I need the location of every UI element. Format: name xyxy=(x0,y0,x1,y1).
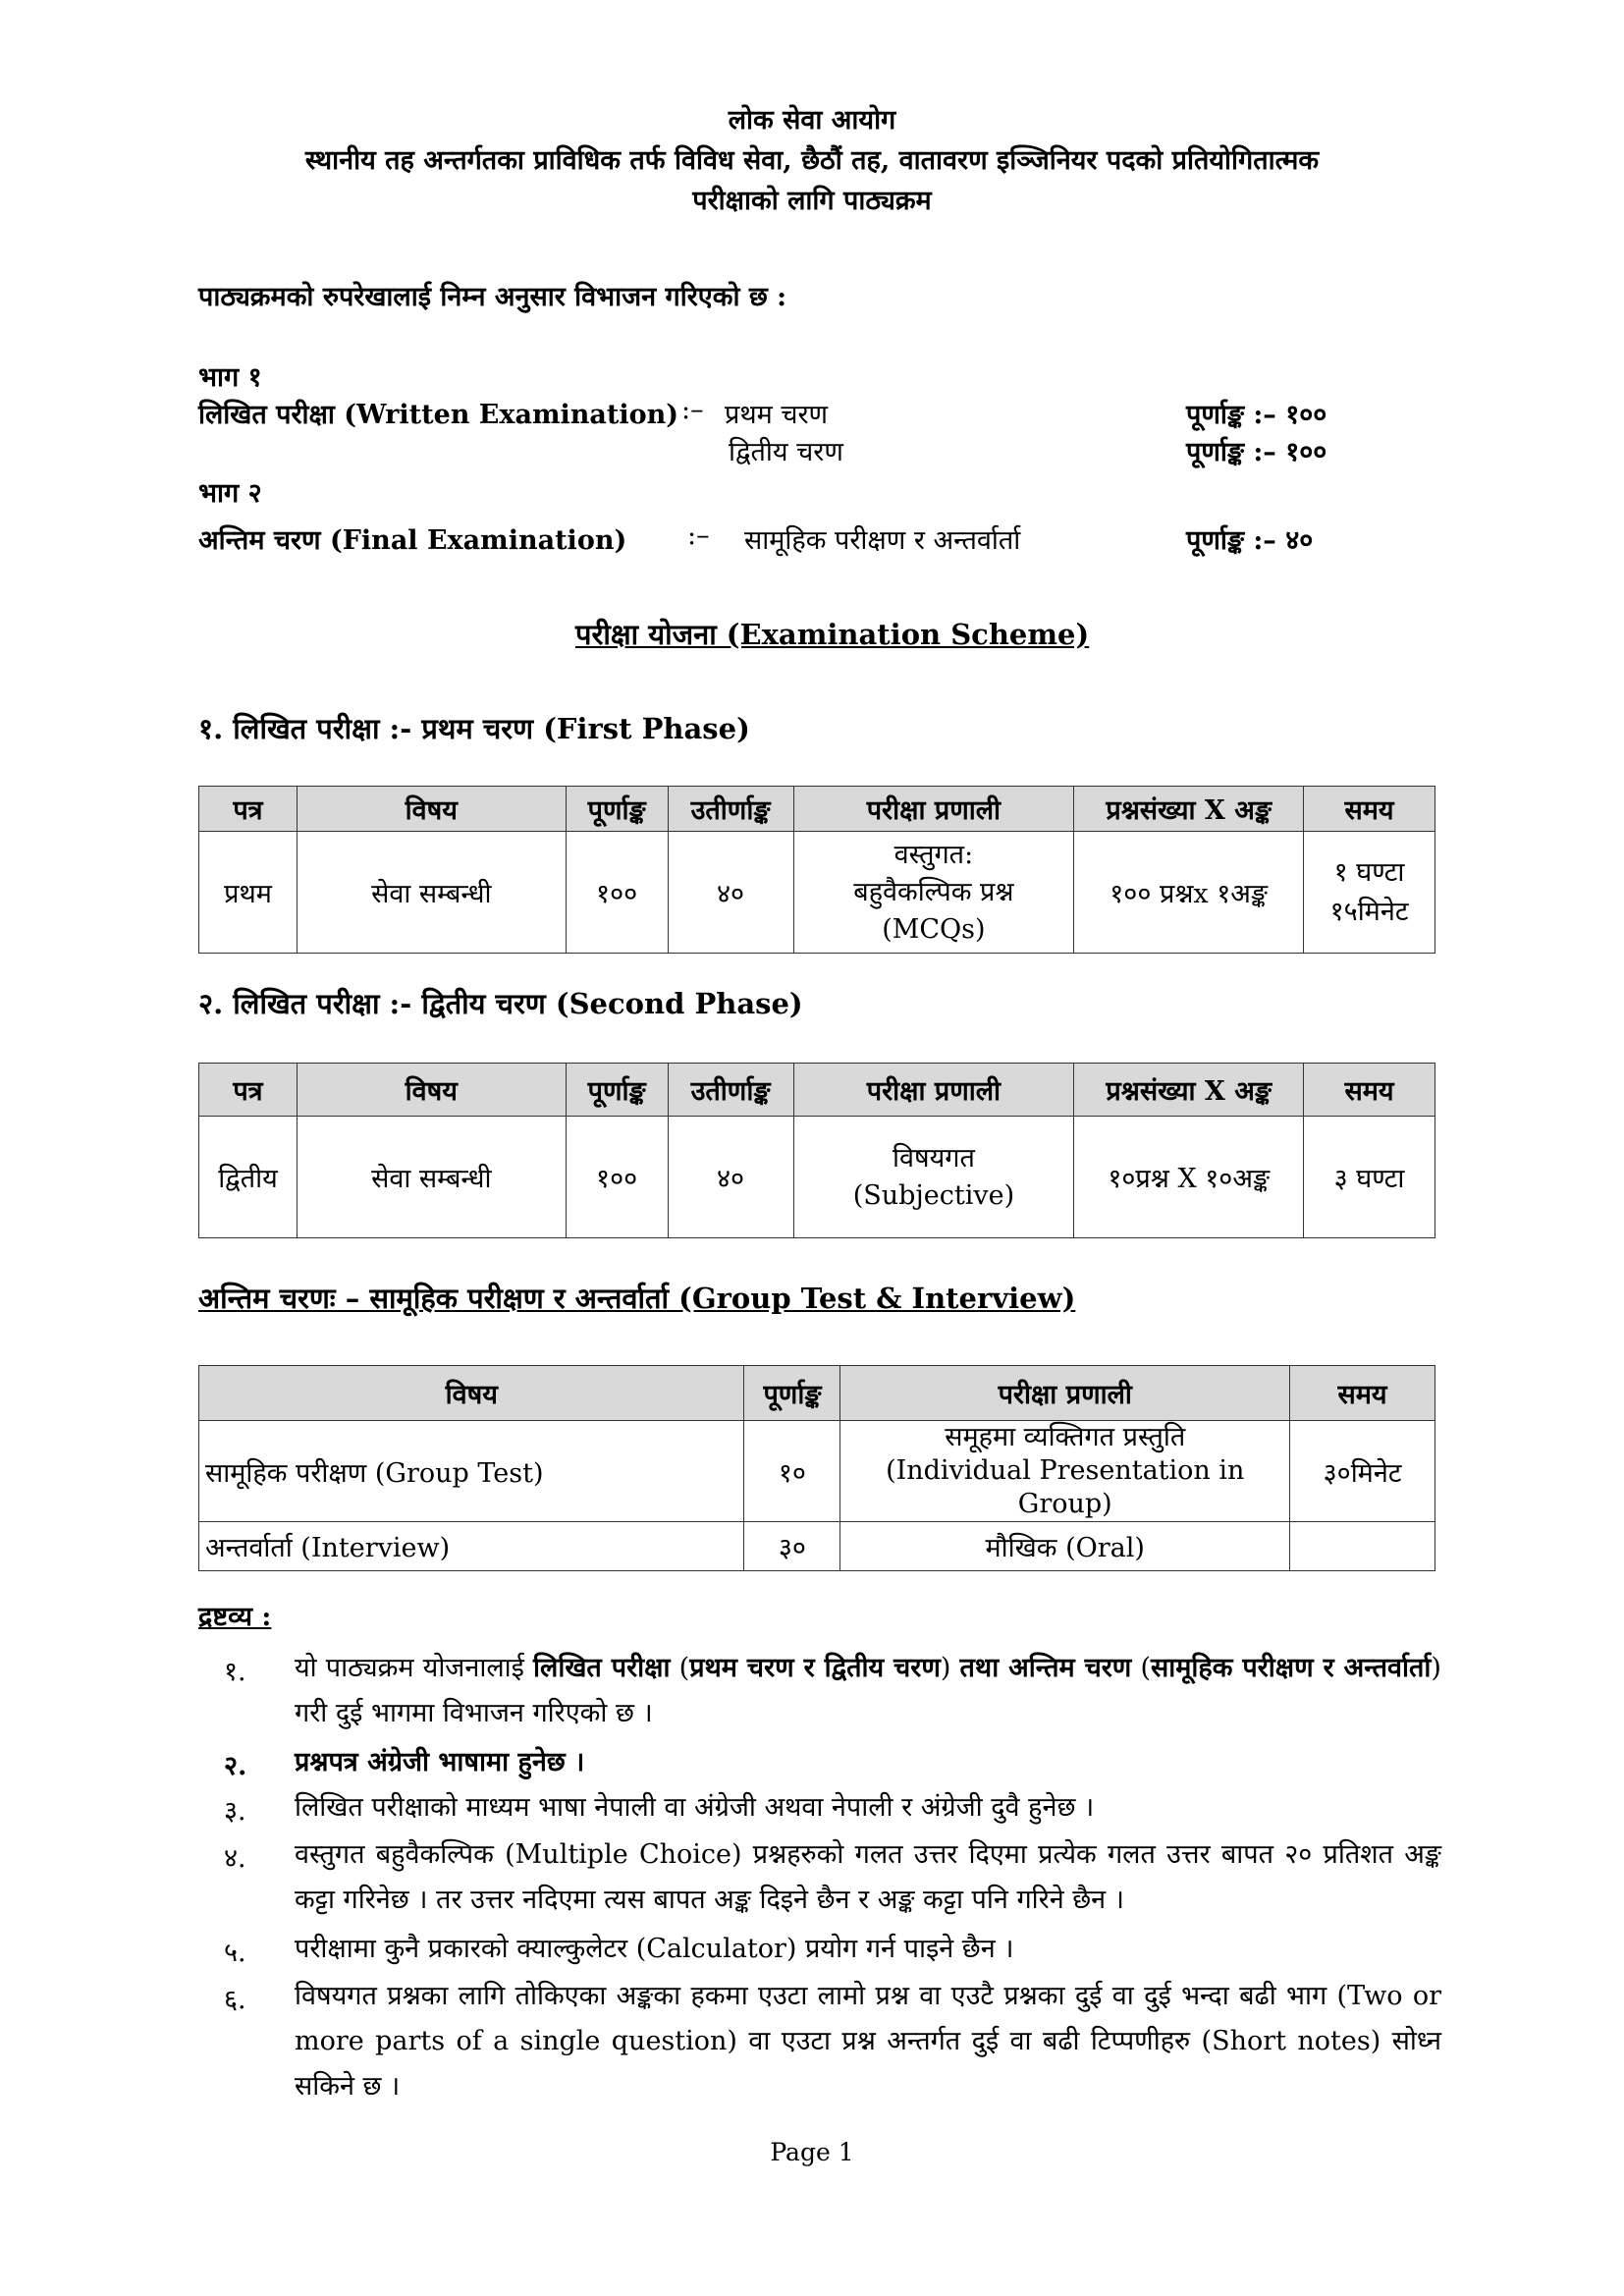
notes-title: द्रष्टव्य : xyxy=(198,1602,272,1632)
exam-system-line: (Subjective) xyxy=(852,1179,1015,1211)
col-header: परीक्षा प्रणाली xyxy=(840,1366,1290,1421)
cell-exam-system xyxy=(793,832,1074,954)
table-row xyxy=(199,1421,1435,1522)
part1-phase2: द्वितीय चरण xyxy=(729,437,843,467)
cell-subject: सेवा सम्बन्धी xyxy=(297,832,566,954)
exam-system-line: समूहमा व्यक्तिगत प्रस्तुति xyxy=(945,1422,1186,1452)
col-header: पूर्णाङ्क xyxy=(566,787,668,832)
cell-paper: द्वितीय xyxy=(199,1117,298,1238)
table-header-row xyxy=(199,1064,1435,1117)
col-header: समय xyxy=(1304,787,1435,832)
note-item xyxy=(295,1646,1441,1736)
cell-exam-system xyxy=(840,1421,1290,1522)
cell-time: ३ घण्टा xyxy=(1304,1117,1435,1238)
table-row xyxy=(199,1117,1435,1238)
part1-marks2: पूर्णाङ्क :– १०० xyxy=(1186,437,1327,467)
note-number: ६. xyxy=(224,1985,246,2015)
col-header: समय xyxy=(1290,1366,1435,1421)
col-header: समय xyxy=(1304,1064,1435,1117)
col-header: विषय xyxy=(297,787,566,832)
note-item: विषयगत प्रश्नका लागि तोकिएका अङ्कका हकमा एउटा लामो प्रश्न वा एउटै प्रश्नका दुई वा दुई भन्दा बढी भाग (Two or more parts of a single question) वा एउटा प्रश्न अन्तर्गत दुई वा बढी टिप्पणीहरु (Short notes) सोध्न सकिने छ । xyxy=(295,1981,1441,2102)
first-phase-heading: १. लिखित परीक्षा :- प्रथम चरण (First Phase) xyxy=(198,712,750,745)
note-number: २. xyxy=(224,1751,247,1781)
intro-text: पाठ्यक्रमको रुपरेखालाई निम्न अनुसार विभाजन गरिएको छ : xyxy=(198,282,787,312)
note-item: वस्तुगत बहुवैकल्पिक (Multiple Choice) प्रश्नहरुको गलत उत्तर दिएमा प्रत्येक गलत उत्तर बापत २० प्रतिशत अङ्क कट्टा गरिनेछ । तर उत्तर नदिएमा त्यस बापत अङ्क दिइने छैन र अङ्क कट्टा पनि गरिने छैन । xyxy=(295,1839,1441,1915)
exam-system-line: (MCQs) xyxy=(882,913,986,945)
second-phase-heading: २. लिखित परीक्षा :- द्वितीय चरण (Second Phase) xyxy=(198,987,803,1020)
table-row xyxy=(199,832,1435,954)
doc-title: स्थानीय तह अन्तर्गतका प्राविधिक तर्फ विविध सेवा, छैठौं तह, वातावरण इञ्जिनियर पदको प्रतियोगितात्मक xyxy=(304,145,1320,176)
part2-label: भाग २ xyxy=(198,478,262,509)
note-text: ) गरी दुई भागमा विभाजन गरिएको छ । xyxy=(295,1653,1441,1728)
first-phase-table xyxy=(198,786,1435,954)
final-table xyxy=(198,1365,1435,1571)
part1-marks1: पूर्णाङ्क :– १०० xyxy=(1186,400,1327,430)
cell-questions: १०प्रश्न X १०अङ्क xyxy=(1074,1117,1304,1238)
note-text: ( xyxy=(1131,1653,1151,1683)
part1-sep: :– xyxy=(681,395,704,425)
cell-time xyxy=(1304,832,1435,954)
cell-full-marks: १० xyxy=(744,1421,840,1522)
col-header: उतीर्णाङ्क xyxy=(668,787,793,832)
note-text: ) xyxy=(940,1653,960,1683)
note-bold: सामूहिक परीक्षण र अन्तर्वार्ता xyxy=(1151,1653,1432,1683)
note-item: परीक्षामा कुनै प्रकारको क्याल्कुलेटर (Calculator) प्रयोग गर्न पाइने छैन । xyxy=(295,1934,1014,1964)
cell-subject: अन्तर्वार्ता (Interview) xyxy=(199,1522,744,1571)
cell-questions: १०० प्रश्नx १अङ्क xyxy=(1074,832,1304,954)
exam-system-line: बहुवैकल्पिक प्रश्न xyxy=(853,876,1014,907)
col-header: विषय xyxy=(297,1064,566,1117)
note-text: यो पाठ्यक्रम योजनालाई xyxy=(295,1653,534,1683)
col-header: परीक्षा प्रणाली xyxy=(793,787,1074,832)
exam-system-line: विषयगत xyxy=(892,1142,975,1174)
note-number: ३. xyxy=(224,1796,246,1827)
cell-paper: प्रथम xyxy=(199,832,298,954)
part1-title: लिखित परीक्षा (Written Examination) xyxy=(198,400,679,430)
page-number: Page 1 xyxy=(770,2138,854,2166)
part1-phase1: प्रथम चरण xyxy=(725,400,829,430)
cell-exam-system: मौखिक (Oral) xyxy=(840,1522,1290,1571)
col-header: पत्र xyxy=(199,1064,298,1117)
note-number: ४. xyxy=(224,1843,246,1874)
cell-time xyxy=(1290,1522,1435,1571)
cell-subject: सामूहिक परीक्षण (Group Test) xyxy=(199,1421,744,1522)
time-line: १५मिनेट xyxy=(1329,896,1409,927)
cell-subject: सेवा सम्बन्धी xyxy=(297,1117,566,1238)
cell-full-marks: १०० xyxy=(566,1117,668,1238)
cell-exam-system xyxy=(793,1117,1074,1238)
col-header: उतीर्णाङ्क xyxy=(668,1064,793,1117)
table-header-row xyxy=(199,1366,1435,1421)
cell-full-marks: १०० xyxy=(566,832,668,954)
note-number: १. xyxy=(224,1657,246,1687)
part2-phase: सामूहिक परीक्षण र अन्तर्वार्ता xyxy=(744,525,1021,556)
exam-system-line: (Individual Presentation in Group) xyxy=(886,1455,1245,1519)
time-line: १ घण्टा xyxy=(1333,856,1405,888)
cell-pass-marks: ४० xyxy=(668,832,793,954)
col-header: प्रश्नसंख्या X अङ्क xyxy=(1074,787,1304,832)
exam-system-line: वस्तुगत: xyxy=(893,839,974,870)
part2-marks: पूर्णाङ्क :– ४० xyxy=(1186,525,1314,556)
part2-title: अन्तिम चरण (Final Examination) xyxy=(198,525,627,556)
cell-pass-marks: ४० xyxy=(668,1117,793,1238)
note-item: लिखित परीक्षाको माध्यम भाषा नेपाली वा अंग्रेजी अथवा नेपाली र अंग्रेजी दुवै हुनेछ । xyxy=(295,1792,1095,1823)
note-number: ५. xyxy=(224,1938,246,1968)
final-heading: अन्तिम चरणः – सामूहिक परीक्षण र अन्तर्वार्ता (Group Test & Interview) xyxy=(198,1282,1076,1315)
note-bold: तथा अन्तिम चरण xyxy=(959,1653,1132,1683)
note-item: प्रश्नपत्र अंग्रेजी भाषामा हुनेछ । xyxy=(295,1747,585,1777)
scheme-title: परीक्षा योजना (Examination Scheme) xyxy=(575,618,1090,651)
table-row xyxy=(199,1522,1435,1571)
col-header: विषय xyxy=(199,1366,744,1421)
col-header: पूर्णाङ्क xyxy=(566,1064,668,1117)
col-header: प्रश्नसंख्या X अङ्क xyxy=(1074,1064,1304,1117)
table-header-row xyxy=(199,787,1435,832)
doc-subtitle: परीक्षाको लागि पाठ्यक्रम xyxy=(692,186,932,216)
note-bold: लिखित परीक्षा xyxy=(533,1653,671,1683)
note-text: ( xyxy=(670,1653,690,1683)
col-header: परीक्षा प्रणाली xyxy=(793,1064,1074,1117)
part2-sep: :– xyxy=(687,520,710,551)
col-header: पूर्णाङ्क xyxy=(744,1366,840,1421)
cell-full-marks: ३० xyxy=(744,1522,840,1571)
second-phase-table xyxy=(198,1063,1435,1238)
col-header: पत्र xyxy=(199,787,298,832)
note-bold: प्रथम चरण र द्वितीय चरण xyxy=(689,1653,941,1683)
part1-label: भाग १ xyxy=(198,362,262,393)
org-title: लोक सेवा आयोग xyxy=(728,105,896,136)
cell-time: ३०मिनेट xyxy=(1290,1421,1435,1522)
